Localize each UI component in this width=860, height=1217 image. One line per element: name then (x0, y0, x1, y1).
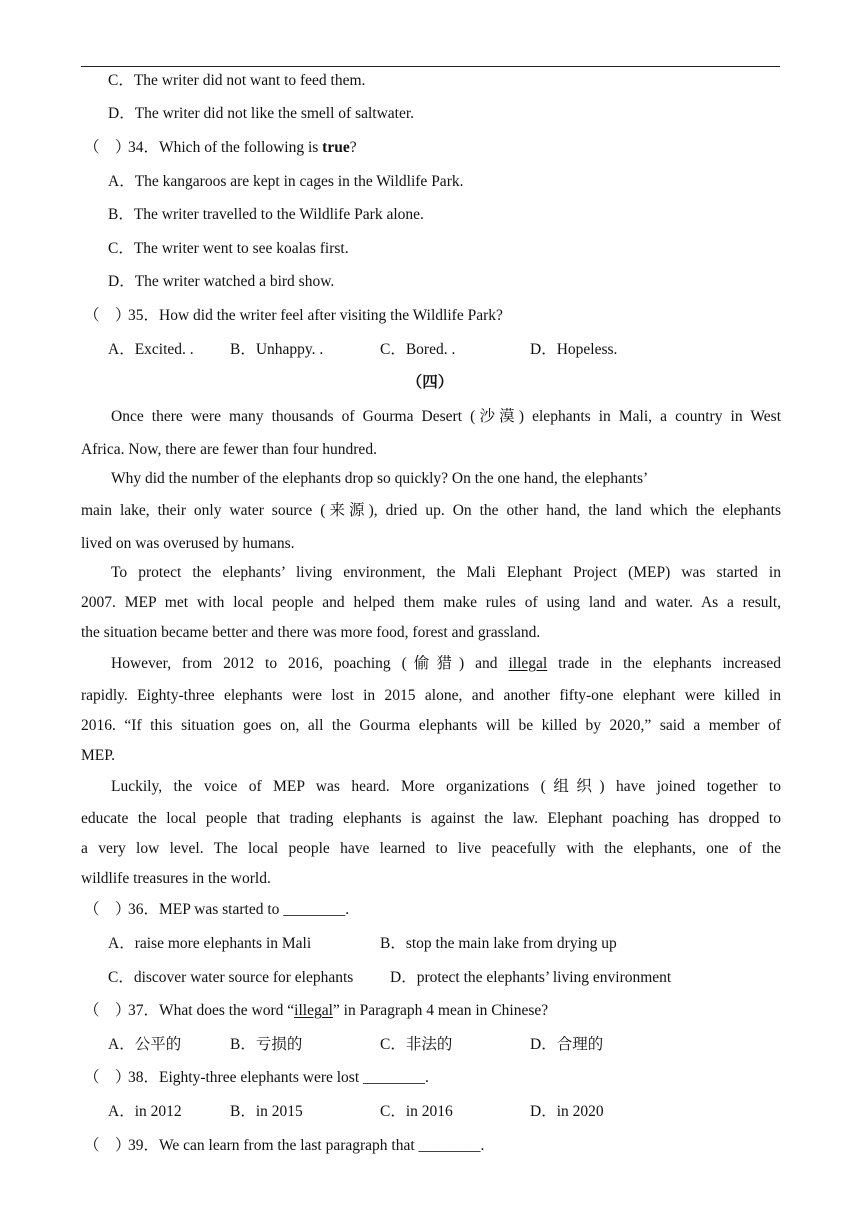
passage-p3-line2: 2007. MEP met with local people and helped them make rules of using land and water. As a result, (81, 594, 781, 611)
q34-option-d: D．The writer watched a bird show. (108, 273, 335, 290)
question-39 (84, 1136, 484, 1156)
question-36 (84, 900, 349, 920)
q35-option-c: C．Bored. . (380, 341, 456, 358)
answer-blank[interactable]: （ ） (84, 901, 131, 918)
passage-p4-line2: rapidly. Eighty-three elephants were lost in 2015 alone, and another fifty-one elephant were killed in (81, 687, 781, 704)
q37-option-b: B．亏损的 (230, 1036, 303, 1053)
q37-option-a: A．公平的 (108, 1036, 182, 1053)
passage-p3-line3: the situation became better and there was more food, forest and grassland. (81, 624, 541, 641)
answer-blank[interactable]: （ ） (84, 1137, 131, 1154)
q38-option-a: A．in 2012 (108, 1103, 182, 1120)
passage-p4-line3: 2016. “If this situation goes on, all the Gourma elephants will be killed by 2020,” said a member of (81, 717, 781, 734)
section-title: （四） (406, 374, 454, 391)
passage-p1-line2: Africa. Now, there are fewer than four hundred. (81, 441, 377, 458)
q38-option-c: C．in 2016 (380, 1103, 453, 1120)
q36-option-b: B．stop the main lake from drying up (380, 935, 617, 952)
underlined-word-illegal: illegal (508, 655, 548, 672)
passage-p4-line1 (111, 654, 781, 674)
question-stem-bold: true (322, 139, 350, 156)
q33-option-d: D．The writer did not like the smell of saltwater. (108, 105, 415, 122)
q38-option-b: B．in 2015 (230, 1103, 303, 1120)
question-stem: 35．How did the writer feel after visiting the Wildlife Park? (128, 307, 503, 324)
question-stem-end: ? (349, 139, 357, 156)
passage-p5-line4: wildlife treasures in the world. (81, 870, 271, 887)
answer-blank[interactable]: （ ） (84, 307, 131, 324)
passage-p5-line1: Luckily, the voice of MEP was heard. More organizations (组织) have joined together to (111, 778, 781, 795)
passage-p4-line1-start: However, from 2012 to 2016, poaching (偷猎) and (111, 655, 509, 672)
q37-option-d: D．合理的 (530, 1036, 604, 1053)
q34-option-a: A．The kangaroos are kept in cages in the Wildlife Park. (108, 173, 464, 190)
q38-option-d: D．in 2020 (530, 1103, 604, 1120)
question-38 (84, 1068, 429, 1088)
passage-p2-line2: main lake, their only water source (来源), dried up. On the other hand, the land which the elephants (81, 502, 781, 519)
passage-p5-line2: educate the local people that trading elephants is against the law. Elephant poaching has dropped to (81, 810, 781, 827)
passage-p3-line1: To protect the elephants’ living environment, the Mali Elephant Project (MEP) was started in (111, 564, 781, 581)
q35-option-a: A．Excited. . (108, 341, 194, 358)
question-35 (84, 306, 503, 326)
question-stem-end: ” in Paragraph 4 mean in Chinese? (332, 1002, 549, 1019)
q34-option-c: C．The writer went to see koalas first. (108, 240, 349, 257)
question-stem: 34．Which of the following is (128, 139, 323, 156)
question-stem: 37．What does the word “ (128, 1002, 295, 1019)
passage-p2-line3: lived on was overused by humans. (81, 535, 295, 552)
answer-blank[interactable]: （ ） (84, 1002, 131, 1019)
question-37 (84, 1001, 548, 1021)
passage-p4-line1-end: trade in the elephants increased (547, 655, 781, 672)
question-stem: 36．MEP was started to ________. (128, 901, 350, 918)
q37-option-c: C．非法的 (380, 1036, 453, 1053)
question-stem: 38．Eighty-three elephants were lost ________. (128, 1069, 429, 1086)
passage-p5-line3: a very low level. The local people have learned to live peacefully with the elephants, one of the (81, 840, 781, 857)
passage-p1-line1: Once there were many thousands of Gourma Desert (沙漠) elephants in Mali, a country in West (111, 408, 781, 425)
q36-option-c: C．discover water source for elephants (108, 969, 354, 986)
question-34 (84, 138, 357, 158)
q35-option-b: B．Unhappy. . (230, 341, 324, 358)
answer-blank[interactable]: （ ） (84, 139, 131, 156)
header-rule (81, 66, 780, 67)
question-stem: 39．We can learn from the last paragraph that ________. (128, 1137, 485, 1154)
answer-blank[interactable]: （ ） (84, 1069, 131, 1086)
q35-option-d: D．Hopeless. (530, 341, 618, 358)
q34-option-b: B．The writer travelled to the Wildlife Park alone. (108, 206, 424, 223)
q33-option-c: C．The writer did not want to feed them. (108, 72, 366, 89)
passage-p2-line1: Why did the number of the elephants drop so quickly? On the one hand, the elephants’ (111, 470, 649, 487)
passage-p4-line4: MEP. (81, 747, 116, 764)
q36-option-d: D．protect the elephants’ living environment (390, 969, 672, 986)
q36-option-a: A．raise more elephants in Mali (108, 935, 312, 952)
underlined-word-illegal: illegal (294, 1002, 333, 1019)
